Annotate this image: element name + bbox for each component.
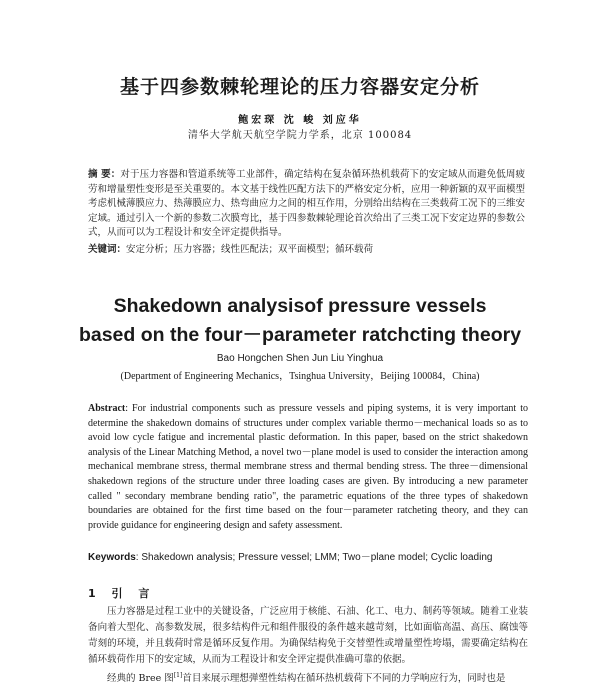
chinese-authors: 鲍宏琛 沈 峻 刘应华: [238, 115, 362, 126]
chinese-abstract-label: 摘 要：: [88, 169, 121, 180]
english-keywords-label: Keywords: [88, 552, 136, 563]
section-title: 引 言: [111, 587, 156, 600]
chinese-affiliation: 清华大学航天航空学院力学系，北京 100084: [187, 130, 413, 141]
chinese-abstract-text: 对于压力容器和管道系统等工业部件，确定结构在复杂循环热机载荷下的安定域从而避免低周疲劳和增量塑性变形是至关重要的。本文基于线性匹配方法下的严格安定分析，应用一种新颖的双平面模型考虑机械薄膜应力、热薄膜应力、热弯曲应力之间的相互作用，分别给出结构在三类载荷工况下的三维安定域。通过引入一个新的参数二次膜弯比，基于四参数棘轮理论首次给出了三类工况下安定边界的参数公式，从而可以为工程设计和安全评定提供指导。: [88, 169, 526, 239]
english-keywords: [88, 548, 528, 563]
english-authors: Bao Hongchen Shen Jun Liu Yinghua: [216, 353, 384, 364]
introduction-body: [88, 604, 528, 687]
section-number: 1: [88, 587, 102, 600]
chinese-abstract: [88, 168, 525, 241]
chinese-keywords: [88, 241, 525, 255]
intro-paragraph2-start: 经典的 Bree 图: [107, 673, 174, 685]
intro-paragraph2-end: 首目来展示理想弹塑性结构在循环热机载荷下不同的力学响应行为，同时也是: [182, 673, 506, 685]
english-abstract-text: : For industrial components such as pressure vessels and piping systems, it is very important to determine the shakedown domains of structures under complex variable thermo－mechanical loads so as to avoid low cycle fatigue and incremental plastic deformation. In this paper, based on the strict shakedown analysis of the Linear Matching Method, a novel two－plane model is used to consider the interaction among mechanical membrane stress, thermal membrane stress and thermal bending stress. The three－dimensional shakedown regions of the structure under three loading cases are given. By introducing a new parameter called " secondary membrane bending ratio", the parametric equations of the three types of shakedown boundaries are obtained for the first time based on the four－parameter ratcheting theory, and they can provide guidance for engineering design and safety assessment.: [88, 403, 528, 531]
english-abstract: [88, 402, 528, 533]
citation-ref: [1]: [173, 672, 183, 679]
intro-paragraph: 压力容器是过程工业中的关键设备，广泛应用于核能、石油、化工、电力、制药等领域。随着工业装备向着大型化、高参数发展，很多结构件元和组件服役的条件越来越苛刻，比如面临高温、高压、腐蚀等苛刻的环境，并且载荷时常是循环反复作用。为确保结构免于交替塑性或增量塑性垮塌，需要确定结构在循环载荷作用下的安定域，从而为工程设计和安全评定提供准确可靠的依据。: [88, 606, 528, 665]
english-affiliation: (Department of Engineering Mechanics，Tsinghua University，Beijing 100084，China): [120, 371, 480, 382]
english-title: [0, 292, 600, 350]
chinese-keywords-text: 安定分析；压力容器；线性匹配法；双平面模型；循环载荷: [126, 244, 374, 255]
english-abstract-label: Abstract: [88, 403, 126, 414]
english-keywords-text: : Shakedown analysis; Pressure vessel; LMM; Two－plane model; Cyclic loading: [135, 552, 493, 563]
chinese-keywords-label: 关键词：: [88, 244, 127, 255]
intro-paragraph: [88, 668, 528, 687]
section-heading: [88, 585, 155, 601]
chinese-title: 基于四参数棘轮理论的压力容器安定分析: [119, 76, 480, 98]
english-title-line2: based on the four－parameter ratchcting theory: [78, 324, 522, 346]
english-title-line1: Shakedown analysisof pressure vessels: [113, 295, 487, 317]
